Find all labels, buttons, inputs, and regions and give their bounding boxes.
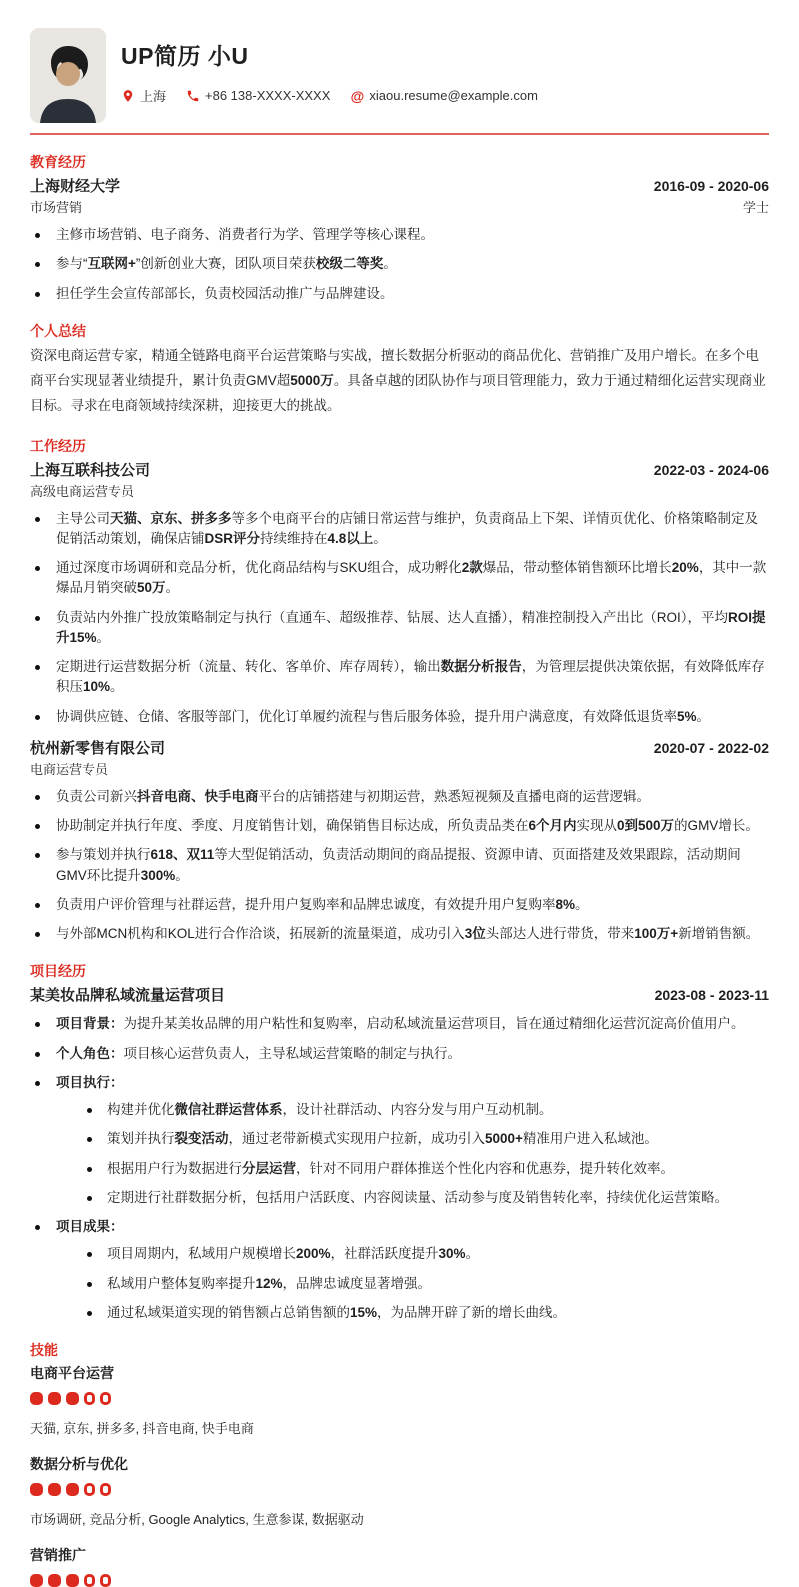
text-run-bold: 30% [438,1246,466,1262]
skill-dot-filled [30,1574,43,1587]
skill-dot-filled [66,1483,79,1496]
entry-subheading: 高级电商运营专员 [30,483,135,499]
text-run-bold: 数据分析报告 [440,659,522,675]
text-run: 等大型促销活动，负责活动期间的商品提报、资源申请、页面搭建及效果跟踪，活动期间GMV环比提升 [56,847,741,883]
resume-body [30,152,769,1587]
sub-bullet-item [83,1188,769,1208]
text-run-bold: 3位 [464,926,486,942]
bullet-item [30,608,769,649]
entry-subheading: 电商运营专员 [30,761,109,777]
text-run: 私域用户整体复购率提升 [107,1275,256,1291]
text-run: 构建并优化 [107,1102,175,1118]
contact-row [121,86,538,105]
entry-head [30,737,769,758]
text-run: ，设计社群活动、内容分发与用户互动机制。 [282,1102,553,1118]
section-projects [30,961,769,1323]
entry-subrow [30,759,769,778]
skill-rating [30,1483,769,1496]
skill-dot-empty [100,1483,111,1496]
profile-photo [30,28,106,123]
location-icon [121,89,135,103]
text-run-bold: 12% [255,1275,283,1291]
text-run: 。 [110,679,124,695]
bullet-item [30,707,769,727]
bullet-item [30,924,769,944]
sub-bullet-item [83,1100,769,1120]
entry [30,175,769,304]
text-run: 定期进行运营数据分析（流量、转化、客单价、库存周转），输出 [56,659,441,675]
text-run-bold: 8% [555,896,576,912]
bullet-item [30,816,769,836]
text-run-bold: 互联网+ [87,256,136,272]
text-run: 精准用户进入私域池。 [522,1131,658,1147]
skill-dot-empty [100,1392,111,1405]
entry-head [30,175,769,196]
sub-bullet-item [83,1244,769,1264]
entry-head [30,984,769,1005]
text-run: 通过私域渠道实现的销售额占总销售额的 [107,1304,350,1320]
text-run: 。 [383,256,397,272]
bullet-item [30,225,769,245]
contact-text: xiaou.resume@example.com [369,88,538,103]
skill-name: 电商平台运营 [30,1365,114,1382]
text-run: 为提升某美妆品牌的用户粘性和复购率，启动私域流量运营项目，旨在通过精细化运营沉淀高价值用户。 [123,1016,745,1032]
text-run-bold: 618、双11 [150,847,215,863]
skill-name: 数据分析与优化 [30,1456,128,1473]
text-run: 主修市场营销、电子商务、消费者行为学、管理学等核心课程。 [56,227,434,242]
text-run-bold: 15% [350,1304,378,1320]
entry-subrow [30,197,769,216]
sub-bullet-item [83,1274,769,1294]
bullet-item [30,509,769,550]
candidate-name: UP简历 小U [121,43,249,69]
profile-photo-placeholder [30,28,106,123]
text-run: 定期进行社群数据分析，包括用户活跃度、内容阅读量、活动参与度及销售转化率，持续优化运营策略。 [107,1189,728,1205]
resume-header [30,28,769,123]
identity-block [121,28,538,123]
text-run: 参与策划并执行 [56,847,151,863]
contact-item [350,88,538,103]
text-run-bold: 项目背景： [56,1016,124,1032]
skill [30,1363,769,1437]
bullet-item [30,1073,769,1208]
text-run-bold: 5000+ [485,1131,523,1147]
contact-item [121,86,166,105]
text-run: 的GMV增长。 [674,818,759,834]
text-run: 等多个电商平台的店铺日常运营与维护，负责商品上下架、详情页优化、价格策略制定及促销活动策划，确保店铺 [56,510,758,546]
entry-subrow [30,481,769,500]
text-run-bold: 天猫、京东、拼多多 [110,510,232,526]
entry-heading: 杭州新零售有限公司 [30,739,166,757]
text-run-bold: 分层运营 [242,1160,296,1176]
text-run: 。 [465,1246,480,1262]
text-run-bold: 5% [677,708,697,724]
contact-text: 上海 [140,89,167,104]
text-run: 协助制定并执行年度、季度、月度销售计划，确保销售目标达成，所负责品类在 [56,818,529,834]
skill-dot-empty [84,1392,95,1405]
text-run-bold: 6个月内 [528,818,577,834]
section-summary [30,321,769,419]
text-run: 新增销售额。 [678,926,760,942]
bullet-item [30,895,769,915]
skill-detail: 天猫, 京东, 拼多多, 抖音电商, 快手电商 [30,1421,254,1437]
text-run: ，针对不同用户群体推送个性化内容和优惠券，提升转化效率。 [296,1160,674,1176]
skill-dot-filled [30,1392,43,1405]
text-run-bold: 200% [296,1246,331,1262]
skill [30,1454,769,1528]
text-run: ，为品牌开辟了新的增长曲线。 [377,1304,567,1320]
skill-dot-filled [66,1392,79,1405]
sub-bullet-list [83,1244,769,1323]
text-run-bold: 微信社群运营体系 [174,1102,283,1118]
bullet-item [30,657,769,698]
entry [30,459,769,727]
sub-bullet-item [83,1303,769,1323]
text-run-bold: 20% [671,560,699,576]
text-run: 持续维持在 [260,530,328,546]
bullet-item [30,284,769,304]
text-run-bold: 4.8以上 [327,530,374,546]
text-run-bold: 个人角色： [56,1045,124,1061]
section-title: 工作经历 [30,437,86,454]
text-run: 负责用户评价管理与社群运营，提升用户复购率和品牌忠诚度，有效提升用户复购率 [56,896,556,912]
text-run-bold: 2款 [461,560,483,576]
text-run: 担任学生会宣传部部长，负责校园活动推广与品牌建设。 [56,285,394,301]
bullet-item [30,1217,769,1323]
text-run: 主导公司 [56,510,110,526]
at-symbol: @ [350,87,365,104]
text-run: 实现从 [576,818,618,834]
text-run-bold: 项目执行： [56,1074,124,1090]
phone-icon [186,89,200,103]
section-education [30,152,769,304]
text-run: 。 [175,867,189,883]
bullet-item [30,787,769,807]
text-run: 协调供应链、仓储、客服等部门，优化订单履约流程与售后服务体验，提升用户满意度，有效降低退货率 [56,708,677,724]
bullet-list [30,509,769,727]
entry-date: 2022-03 - 2024-06 [653,461,769,478]
text-run: ，为管理层提供决策依据，有效降低库存积压 [56,659,765,695]
text-run: ，通过老带新模式实现用户拉新，成功引入 [228,1131,485,1147]
bullet-item [30,558,769,599]
text-run: 负责公司新兴 [56,788,137,804]
entry-heading: 上海财经大学 [30,178,121,195]
text-run: 策划并执行 [107,1131,175,1147]
section-title: 技能 [30,1342,58,1359]
bullet-item [30,1044,769,1064]
section-skills [30,1340,769,1587]
sub-bullet-item [83,1159,769,1179]
skill-name: 营销推广 [30,1547,86,1564]
text-run-bold: 5000万 [290,372,334,388]
bullet-item [30,254,769,274]
text-run: 爆品，带动整体销售额环比增长 [482,560,672,576]
sub-bullet-item [83,1129,769,1149]
text-run: 通过深度市场调研和竞品分析，优化商品结构与SKU组合，成功孵化 [56,560,462,576]
entry-date: 2020-07 - 2022-02 [653,739,769,756]
bullet-item [30,845,769,886]
entry-date: 2016-09 - 2020-06 [653,178,769,194]
text-run-bold: 校级二等奖 [315,256,384,272]
skill-dot-filled [48,1483,61,1496]
sub-bullet-list [83,1100,769,1208]
text-run: 。具备卓越的团队协作与项目管理能力，致力于通过精细化运营实现商业目标。寻求在电商领域持续深耕，迎接更大的挑战。 [30,372,766,413]
text-run: 。 [575,896,589,912]
text-run: 项目核心运营负责人，主导私域运营策略的制定与执行。 [123,1045,461,1061]
text-run-bold: 项目成果： [56,1219,124,1235]
section-title: 个人总结 [30,322,86,339]
bullet-list [30,787,769,945]
text-run: ，其中一款爆品月销突破 [56,560,767,596]
entry-subheading: 市场营销 [30,200,83,215]
skill-detail: 市场调研, 竞品分析, Google Analytics, 生意参谋, 数据驱动 [30,1512,364,1528]
summary-paragraph [30,344,769,419]
entry [30,984,769,1323]
entry [30,737,769,945]
section-title: 项目经历 [30,963,86,980]
section-title: 教育经历 [30,154,86,170]
text-run: ，品牌忠诚度显著增强。 [282,1275,432,1291]
skill-rating [30,1392,769,1405]
skill-dot-empty [84,1483,95,1496]
email-icon [350,89,364,103]
entry-head [30,459,769,480]
text-run-bold: DSR评分 [204,530,261,546]
text-run: ，社群活跃度提升 [330,1246,439,1262]
text-run: 。 [165,580,180,596]
skill-dot-filled [66,1574,79,1587]
text-run: 负责站内外推广投放策略制定与执行（直通车、超级推荐、钻展、达人直播），精准控制投入产出比（ROI），平均 [56,609,728,625]
text-run-bold: 300% [140,867,176,883]
text-run: ”创新创业大赛，团队项目荣获 [135,256,316,272]
text-run-bold: 裂变活动 [174,1131,229,1147]
text-run-bold: 10% [83,679,111,695]
section-work [30,436,769,945]
text-run-bold: 100万+ [634,926,679,942]
text-run: 平台的店铺搭建与初期运营，熟悉短视频及直播电商的运营逻辑。 [258,788,650,804]
entry-degree: 学士 [742,200,769,215]
skill-dot-empty [84,1574,95,1587]
header-divider [30,133,769,135]
contact-item [186,88,330,103]
skill-dot-filled [48,1574,61,1587]
text-run: 项目周期内，私域用户规模增长 [107,1246,296,1262]
text-run: 参与“ [56,256,88,272]
entry-heading: 某美妆品牌私域流量运营项目 [30,987,226,1005]
skill [30,1545,769,1587]
bullet-item [30,1014,769,1034]
skill-dot-filled [48,1392,61,1405]
bullet-list [30,225,769,304]
text-run: 。 [96,629,111,645]
skill-rating [30,1574,769,1587]
text-run-bold: 0到500万 [617,818,675,834]
contact-text: +86 138-XXXX-XXXX [205,88,331,103]
text-run-bold: 抖音电商、快手电商 [137,788,259,804]
text-run: 头部达人进行带货，带来 [485,926,635,942]
text-run: 资深电商运营专家，精通全链路电商平台运营策略与实战，擅长数据分析驱动的商品优化、营销推广及用户增长。在多个电商平台实现显著业绩提升，累计负责GMV超 [30,347,759,388]
text-run-bold: ROI提升15% [56,609,766,645]
text-run: 。 [696,708,711,724]
text-run: 。 [373,530,387,546]
skill-dot-filled [30,1483,43,1496]
bullet-list [30,1014,769,1323]
text-run-bold: 50万 [137,580,166,596]
text-run: 根据用户行为数据进行 [107,1160,242,1176]
text-run: 与外部MCN机构和KOL进行合作洽谈，拓展新的流量渠道，成功引入 [56,926,465,942]
entry-date: 2023-08 - 2023-11 [654,987,769,1004]
skill-dot-empty [100,1574,111,1587]
entry-heading: 上海互联科技公司 [30,461,151,479]
